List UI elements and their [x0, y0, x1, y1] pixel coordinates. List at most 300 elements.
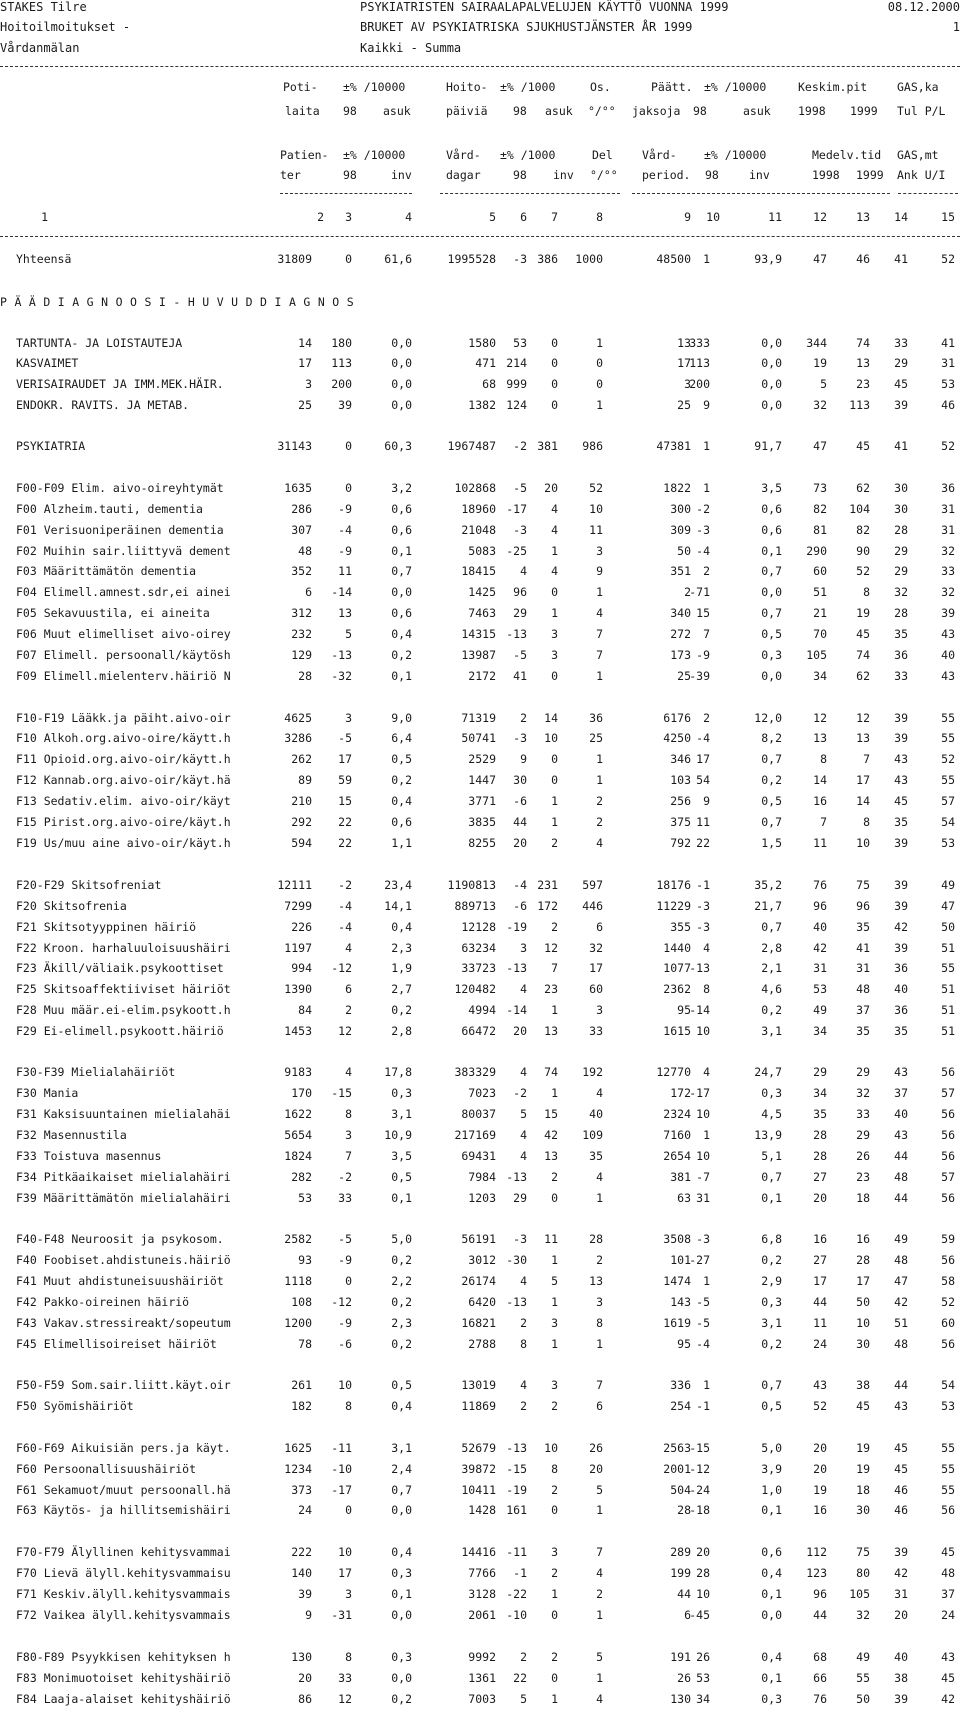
cell-col-7: 1 [551, 1003, 558, 1017]
cell-col-6: -14 [506, 1003, 527, 1017]
cell-col-12: 14 [813, 773, 827, 787]
cell-col-6: 30 [513, 773, 527, 787]
cell-col-15: 52 [941, 1295, 955, 1309]
row-label: F05 Sekavuustila, ei aineita [16, 606, 210, 620]
cell-col-13: 32 [856, 1086, 870, 1100]
cell-col-6: 2 [520, 1316, 527, 1330]
cell-col-15: 52 [941, 439, 955, 453]
cell-col-2: 17 [298, 356, 312, 370]
cell-col-8: 26 [589, 1441, 603, 1455]
cell-col-12: 44 [813, 1608, 827, 1622]
cell-col-12: 44 [813, 1295, 827, 1309]
cell-col-12: 20 [813, 1462, 827, 1476]
cell-col-4: 1,9 [391, 961, 412, 975]
report-header-line-2 [0, 20, 960, 40]
cell-col-8: 2 [596, 815, 603, 829]
row-label: F11 Opioid.org.aivo-oir/käytt.h [16, 752, 231, 766]
cell-col-3: 13 [338, 606, 352, 620]
cell-col-15: 42 [941, 1692, 955, 1706]
cell-col-2: 93 [298, 1253, 312, 1267]
cell-col-8: 4 [596, 1086, 603, 1100]
cell-col-13: 90 [856, 544, 870, 558]
cell-col-14: 28 [894, 606, 908, 620]
cell-col-12: 96 [813, 1587, 827, 1601]
cell-col-12: 11 [813, 1316, 827, 1330]
cell-col-5: 217169 [454, 1128, 496, 1142]
cell-col-5: 21048 [461, 523, 496, 537]
cell-col-11: 24,7 [754, 1065, 782, 1079]
cell-col-11: 0,3 [761, 1692, 782, 1706]
cell-col-11: 0,7 [761, 815, 782, 829]
cell-col-13: 104 [849, 502, 870, 516]
table-row [0, 752, 960, 772]
col-head-label: Ank U/I [897, 168, 946, 182]
column-header-fi-2 [0, 104, 960, 124]
table-row [0, 439, 960, 459]
cell-col-3: 17 [338, 1566, 352, 1580]
cell-col-10: 1 [703, 481, 710, 495]
cell-col-3: 5 [345, 627, 352, 641]
cell-col-11: 0,0 [761, 398, 782, 412]
cell-col-4: 2,2 [391, 1274, 412, 1288]
cell-col-14: 36 [894, 648, 908, 662]
cell-col-8: 8 [596, 1316, 603, 1330]
cell-col-15: 55 [941, 1441, 955, 1455]
cell-col-12: 11 [813, 836, 827, 850]
cell-col-3: 22 [338, 815, 352, 829]
cell-col-10: 20 [696, 1545, 710, 1559]
cell-col-10: -1 [696, 1399, 710, 1413]
cell-col-2: 1118 [284, 1274, 312, 1288]
cell-col-4: 61,6 [384, 252, 412, 266]
cell-col-6: -13 [506, 1295, 527, 1309]
cell-col-3: -10 [331, 1462, 352, 1476]
cell-col-13: 29 [856, 1065, 870, 1079]
cell-col-10: 7 [703, 627, 710, 641]
row-label: F34 Pitkäaikaiset mielialahäiri [16, 1170, 231, 1184]
table-row [0, 606, 960, 626]
cell-col-8: 1 [596, 1191, 603, 1205]
cell-col-9: 7160 [663, 1128, 691, 1142]
cell-col-12: 82 [813, 502, 827, 516]
cell-col-10: -27 [689, 1253, 710, 1267]
table-row [0, 336, 960, 356]
cell-col-5: 52679 [461, 1441, 496, 1455]
cell-col-13: 80 [856, 1566, 870, 1580]
col-head-label: 98 [343, 104, 357, 118]
cell-col-3: 0 [345, 1274, 352, 1288]
cell-col-4: 0,7 [391, 1483, 412, 1497]
cell-col-6: 44 [513, 815, 527, 829]
cell-col-9: 44 [677, 1587, 691, 1601]
cell-col-2: 20 [298, 1671, 312, 1685]
cell-col-3: 2 [345, 1003, 352, 1017]
cell-col-5: 4994 [468, 1003, 496, 1017]
table-row [0, 815, 960, 835]
cell-col-5: 8255 [468, 836, 496, 850]
cell-col-3: 15 [338, 794, 352, 808]
row-label: F71 Keskiv.älyll.kehitysvammais [16, 1587, 231, 1601]
cell-col-2: 261 [291, 1378, 312, 1392]
col-head-label: 1999 [856, 168, 884, 182]
cell-col-11: 2,1 [761, 961, 782, 975]
cell-col-2: 31143 [277, 439, 312, 453]
table-row [0, 398, 960, 418]
table-row [0, 1316, 960, 1336]
cell-col-8: 1 [596, 1671, 603, 1685]
cell-col-7: 3 [551, 1378, 558, 1392]
cell-col-3: 22 [338, 836, 352, 850]
cell-col-12: 28 [813, 1149, 827, 1163]
row-label: F61 Sekamuot/muut persoonall.hä [16, 1483, 231, 1497]
cell-col-11: 4,6 [761, 982, 782, 996]
cell-col-5: 69431 [461, 1149, 496, 1163]
cell-col-7: 12 [544, 941, 558, 955]
cell-col-10: -4 [696, 544, 710, 558]
cell-col-9: 351 [670, 564, 691, 578]
cell-col-14: 48 [894, 1170, 908, 1184]
cell-col-14: 41 [894, 439, 908, 453]
column-index-11: 11 [768, 210, 782, 224]
cell-col-9: 18176 [656, 878, 691, 892]
cell-col-8: 0 [596, 356, 603, 370]
cell-col-12: 47 [813, 252, 827, 266]
cell-col-13: 74 [856, 648, 870, 662]
cell-col-12: 29 [813, 1065, 827, 1079]
cell-col-7: 0 [551, 336, 558, 350]
cell-col-10: -5 [696, 1316, 710, 1330]
cell-col-9: 143 [670, 1295, 691, 1309]
cell-col-11: 0,3 [761, 648, 782, 662]
cell-col-14: 48 [894, 1253, 908, 1267]
cell-col-9: 12770 [656, 1065, 691, 1079]
cell-col-8: 10 [589, 502, 603, 516]
cell-col-15: 59 [941, 1232, 955, 1246]
cell-col-13: 10 [856, 836, 870, 850]
row-label: KASVAIMET [16, 356, 79, 370]
cell-col-12: 16 [813, 1232, 827, 1246]
cell-col-6: 5 [520, 1692, 527, 1706]
cell-col-3: -32 [331, 669, 352, 683]
cell-col-2: 108 [291, 1295, 312, 1309]
cell-col-4: 0,2 [391, 1003, 412, 1017]
cell-col-6: 4 [520, 1274, 527, 1288]
cell-col-10: 10 [696, 1149, 710, 1163]
cell-col-4: 0,6 [391, 502, 412, 516]
cell-col-5: 63234 [461, 941, 496, 955]
cell-col-12: 34 [813, 1086, 827, 1100]
cell-col-3: 3 [345, 711, 352, 725]
row-label: F39 Määrittämätön mielialahäiri [16, 1191, 231, 1205]
cell-col-10: -9 [696, 648, 710, 662]
column-index-2: 2 [317, 210, 324, 224]
cell-col-3: 17 [338, 752, 352, 766]
cell-col-8: 7 [596, 627, 603, 641]
cell-col-5: 14315 [461, 627, 496, 641]
col-head-label: päiviä [446, 104, 488, 118]
cell-col-6: -25 [506, 544, 527, 558]
cell-col-10: 53 [696, 1671, 710, 1685]
cell-col-13: 17 [856, 773, 870, 787]
cell-col-2: 31809 [277, 252, 312, 266]
cell-col-12: 35 [813, 1107, 827, 1121]
table-row [0, 1462, 960, 1482]
cell-col-11: 21,7 [754, 899, 782, 913]
cell-col-7: 0 [551, 773, 558, 787]
cell-col-10: 1 [703, 439, 710, 453]
cell-col-12: 31 [813, 961, 827, 975]
cell-col-10: 4 [703, 941, 710, 955]
row-label: F30-F39 Mielialahäiriöt [16, 1065, 176, 1079]
cell-col-13: 35 [856, 920, 870, 934]
cell-col-11: 0,7 [761, 606, 782, 620]
cell-col-3: 0 [345, 439, 352, 453]
cell-col-15: 33 [941, 564, 955, 578]
cell-col-4: 3,5 [391, 1149, 412, 1163]
cell-col-9: 2362 [663, 982, 691, 996]
cell-col-10: -1 [696, 878, 710, 892]
row-label: F60-F69 Aikuisiän pers.ja käyt. [16, 1441, 231, 1455]
cell-col-13: 55 [856, 1671, 870, 1685]
cell-col-12: 51 [813, 585, 827, 599]
cell-col-2: 9183 [284, 1065, 312, 1079]
cell-col-9: 1822 [663, 481, 691, 495]
cell-col-7: 172 [537, 899, 558, 913]
cell-col-14: 40 [894, 982, 908, 996]
cell-col-7: 1 [551, 1253, 558, 1267]
row-label: F21 Skitsotyyppinen häiriö [16, 920, 197, 934]
cell-col-5: 1425 [468, 585, 496, 599]
cell-col-2: 373 [291, 1483, 312, 1497]
cell-col-8: 7 [596, 1378, 603, 1392]
row-label: F04 Elimell.amnest.sdr,ei ainei [16, 585, 231, 599]
cell-col-2: 24 [298, 1503, 312, 1517]
col-head-label: 1999 [850, 104, 878, 118]
cell-col-14: 37 [894, 1086, 908, 1100]
cell-col-6: -5 [513, 648, 527, 662]
cell-col-14: 43 [894, 1399, 908, 1413]
cell-col-11: 0,1 [761, 544, 782, 558]
cell-col-3: -4 [338, 523, 352, 537]
col-head-label: Patien- [280, 148, 329, 162]
cell-col-13: 105 [849, 1587, 870, 1601]
cell-col-15: 37 [941, 1587, 955, 1601]
cell-col-7: 14 [544, 711, 558, 725]
cell-col-4: 0,0 [391, 356, 412, 370]
cell-col-7: 3 [551, 1316, 558, 1330]
cell-col-5: 18415 [461, 564, 496, 578]
row-label: F00 Alzheim.tauti, dementia [16, 502, 203, 516]
col-head-label: asuk [383, 104, 411, 118]
cell-col-15: 51 [941, 982, 955, 996]
cell-col-2: 1622 [284, 1107, 312, 1121]
cell-col-13: 75 [856, 878, 870, 892]
cell-col-11: 3,9 [761, 1462, 782, 1476]
cell-col-11: 1,0 [761, 1483, 782, 1497]
cell-col-13: 35 [856, 1024, 870, 1038]
cell-col-8: 1000 [575, 252, 603, 266]
cell-col-7: 1 [551, 1086, 558, 1100]
cell-col-14: 43 [894, 1128, 908, 1142]
cell-col-5: 39872 [461, 1462, 496, 1476]
cell-col-5: 26174 [461, 1274, 496, 1288]
cell-col-12: 20 [813, 1191, 827, 1205]
cell-col-8: 3 [596, 1003, 603, 1017]
col-head-label: GAS,mt [897, 148, 939, 162]
cell-col-3: 8 [345, 1650, 352, 1664]
cell-col-9: 1619 [663, 1316, 691, 1330]
cell-col-10: -7 [696, 1170, 710, 1184]
cell-col-6: -22 [506, 1587, 527, 1601]
cell-col-8: 192 [582, 1065, 603, 1079]
cell-col-2: 262 [291, 752, 312, 766]
cell-col-13: 12 [856, 711, 870, 725]
cell-col-5: 2061 [468, 1608, 496, 1622]
column-header-sv-2 [0, 168, 960, 188]
row-label: F02 Muihin sair.liittyvä dement [16, 544, 231, 558]
cell-col-7: 2 [551, 1566, 558, 1580]
cell-col-8: 7 [596, 1545, 603, 1559]
cell-col-11: 0,5 [761, 794, 782, 808]
cell-col-2: 48 [298, 544, 312, 558]
cell-col-5: 13019 [461, 1378, 496, 1392]
cell-col-12: 34 [813, 669, 827, 683]
cell-col-9: 2324 [663, 1107, 691, 1121]
cell-col-11: 3,5 [761, 481, 782, 495]
cell-col-11: 0,1 [761, 1587, 782, 1601]
cell-col-2: 170 [291, 1086, 312, 1100]
cell-col-15: 55 [941, 1483, 955, 1497]
cell-col-10: 200 [689, 377, 710, 391]
cell-col-13: 38 [856, 1378, 870, 1392]
row-label: F83 Monimuotoiset kehityshäiriö [16, 1671, 231, 1685]
cell-col-2: 226 [291, 920, 312, 934]
cell-col-7: 13 [544, 1024, 558, 1038]
cell-col-3: 6 [345, 982, 352, 996]
cell-col-5: 56191 [461, 1232, 496, 1246]
row-label: F31 Kaksisuuntainen mielialahäi [16, 1107, 231, 1121]
cell-col-3: 39 [338, 398, 352, 412]
row-label: F50 Syömishäiriöt [16, 1399, 134, 1413]
cell-col-10: -3 [696, 1232, 710, 1246]
cell-col-6: -13 [506, 1170, 527, 1184]
cell-col-11: 2,8 [761, 941, 782, 955]
cell-col-13: 41 [856, 941, 870, 955]
cell-col-5: 18960 [461, 502, 496, 516]
cell-col-14: 32 [894, 585, 908, 599]
cell-col-5: 7003 [468, 1692, 496, 1706]
cell-col-2: 86 [298, 1692, 312, 1706]
cell-col-13: 31 [856, 961, 870, 975]
cell-col-3: -31 [331, 1608, 352, 1622]
table-row [0, 941, 960, 961]
table-row [0, 585, 960, 605]
cell-col-7: 1 [551, 815, 558, 829]
cell-col-14: 48 [894, 1337, 908, 1351]
table-row [0, 1170, 960, 1190]
column-index-12: 12 [813, 210, 827, 224]
cell-col-3: 12 [338, 1692, 352, 1706]
column-index-9: 9 [684, 210, 691, 224]
cell-col-4: 2,7 [391, 982, 412, 996]
cell-col-14: 45 [894, 794, 908, 808]
cell-col-11: 0,6 [761, 502, 782, 516]
row-label: F32 Masennustila [16, 1128, 127, 1142]
cell-col-15: 57 [941, 794, 955, 808]
row-label: ENDOKR. RAVITS. JA METAB. [16, 398, 190, 412]
cell-col-9: 254 [670, 1399, 691, 1413]
cell-col-14: 39 [894, 1545, 908, 1559]
cell-col-14: 47 [894, 1274, 908, 1288]
table-row [0, 899, 960, 919]
cell-col-5: 66472 [461, 1024, 496, 1038]
col-head-label: ±% /10000 [343, 80, 406, 94]
cell-col-11: 0,6 [761, 1545, 782, 1559]
table-row [0, 1399, 960, 1419]
cell-col-7: 23 [544, 982, 558, 996]
col-head-label: Poti- [283, 80, 318, 94]
cell-col-2: 78 [298, 1337, 312, 1351]
row-label: F29 Ei-elimell.psykoott.häiriö [16, 1024, 224, 1038]
cell-col-6: 9 [520, 752, 527, 766]
cell-col-9: 6 [684, 1608, 691, 1622]
cell-col-13: 32 [856, 1608, 870, 1622]
cell-col-8: 1 [596, 336, 603, 350]
cell-col-7: 3 [551, 1545, 558, 1559]
cell-col-2: 28 [298, 669, 312, 683]
row-label: F22 Kroon. harhaluuloisuushäiri [16, 941, 231, 955]
cell-col-3: 0 [345, 481, 352, 495]
cell-col-6: 29 [513, 1191, 527, 1205]
cell-col-14: 46 [894, 1503, 908, 1517]
cell-col-13: 18 [856, 1483, 870, 1497]
cell-col-15: 55 [941, 711, 955, 725]
table-row [0, 1378, 960, 1398]
table-row [0, 1545, 960, 1565]
cell-col-6: 4 [520, 1149, 527, 1163]
report-title-sv: BRUKET AV PSYKIATRISKA SJUKHUSTJÄNSTER ÅR 1999 [360, 20, 693, 34]
cell-col-5: 7463 [468, 606, 496, 620]
cell-col-11: 0,6 [761, 523, 782, 537]
cell-col-15: 48 [941, 1566, 955, 1580]
cell-col-15: 57 [941, 1170, 955, 1184]
row-label: F80-F89 Psyykkisen kehityksen h [16, 1650, 231, 1664]
cell-col-13: 23 [856, 1170, 870, 1184]
cell-col-9: 173 [670, 648, 691, 662]
cell-col-3: -4 [338, 899, 352, 913]
cell-col-9: 340 [670, 606, 691, 620]
table-row [0, 1337, 960, 1357]
table-row [0, 1671, 960, 1691]
cell-col-14: 35 [894, 1024, 908, 1038]
table-row [0, 1149, 960, 1169]
cell-col-9: 504 [670, 1483, 691, 1497]
cell-col-6: 4 [520, 1378, 527, 1392]
cell-col-12: 7 [820, 815, 827, 829]
cell-col-2: 994 [291, 961, 312, 975]
table-row [0, 1191, 960, 1211]
col-head-label: ±% /10000 [704, 148, 767, 162]
cell-col-6: 999 [506, 377, 527, 391]
cell-col-10: -3 [696, 920, 710, 934]
cell-col-15: 51 [941, 941, 955, 955]
cell-col-9: 103 [670, 773, 691, 787]
table-row [0, 1003, 960, 1023]
cell-col-9: 6176 [663, 711, 691, 725]
table-row [0, 878, 960, 898]
cell-col-15: 45 [941, 1671, 955, 1685]
cell-col-11: 35,2 [754, 878, 782, 892]
